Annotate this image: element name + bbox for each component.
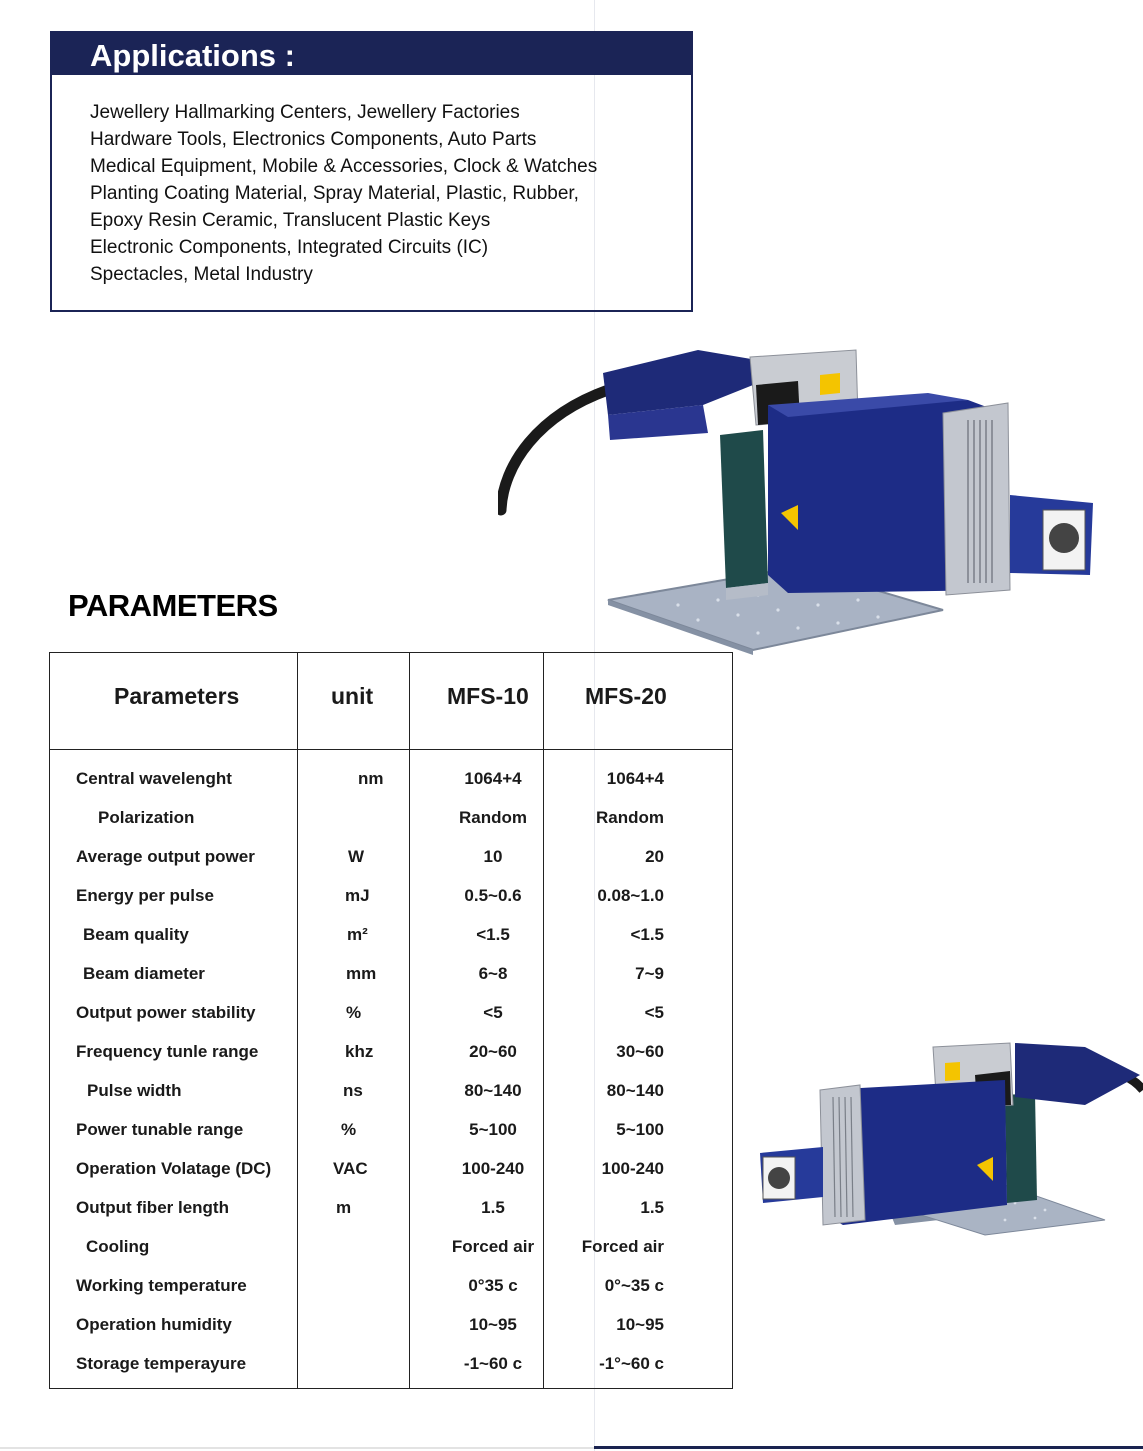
laser-marker-machine-image-alt xyxy=(755,1035,1143,1240)
param-name: Operation humidity xyxy=(76,1315,232,1334)
param-unit: % xyxy=(341,1120,357,1139)
application-line: Jewellery Hallmarking Centers, Jewellery Factories xyxy=(90,102,520,123)
param-mfs20: 20 xyxy=(645,847,664,866)
param-unit: ns xyxy=(343,1081,363,1100)
param-unit: m xyxy=(336,1198,352,1217)
param-mfs10: -1~60 c xyxy=(463,1354,523,1373)
table-row xyxy=(50,1159,732,1198)
param-mfs10: 5~100 xyxy=(469,1120,517,1139)
param-name: Operation Volatage (DC) xyxy=(76,1159,272,1178)
table-row xyxy=(50,1315,732,1354)
parameters-table xyxy=(49,652,733,1389)
param-name: Energy per pulse xyxy=(76,886,214,905)
application-line: Electronic Components, Integrated Circuits (IC) xyxy=(90,237,489,258)
parameters-section-title: PARAMETERS xyxy=(68,588,278,623)
page-bottom-rule xyxy=(0,1447,594,1449)
param-unit: m² xyxy=(347,925,368,944)
param-mfs10: 6~8 xyxy=(478,964,508,983)
param-name: Beam quality xyxy=(83,925,189,944)
param-mfs10: Random xyxy=(459,808,527,827)
table-row xyxy=(50,1120,732,1159)
param-name: Output power stability xyxy=(76,1003,256,1022)
header-divider xyxy=(50,749,732,750)
param-unit: mm xyxy=(346,964,377,983)
header-mfs-10: MFS-10 xyxy=(447,683,529,709)
param-unit: khz xyxy=(345,1042,374,1061)
param-name: Power tunable range xyxy=(76,1120,244,1139)
param-unit: mJ xyxy=(345,886,370,905)
table-row xyxy=(50,1237,732,1276)
param-mfs10: 1064+4 xyxy=(464,769,522,788)
param-name: Polarization xyxy=(98,808,195,827)
table-row xyxy=(50,886,732,925)
param-mfs20: -1°~60 c xyxy=(599,1354,664,1373)
table-row xyxy=(50,1081,732,1120)
param-mfs10: <5 xyxy=(483,1003,503,1022)
table-row xyxy=(50,925,732,964)
param-mfs20: Random xyxy=(596,808,664,827)
param-name: Working temperature xyxy=(76,1276,247,1295)
application-line: Hardware Tools, Electronics Components, Auto Parts xyxy=(90,129,537,150)
param-mfs20: 10~95 xyxy=(616,1315,664,1334)
param-mfs10: 20~60 xyxy=(469,1042,517,1061)
param-mfs20: 1.5 xyxy=(640,1198,664,1217)
param-mfs20: 1064+4 xyxy=(606,769,664,788)
param-name: Storage temperayure xyxy=(76,1354,247,1373)
param-mfs20: 5~100 xyxy=(616,1120,664,1139)
param-mfs20: 80~140 xyxy=(606,1081,664,1100)
laser-marker-machine-image xyxy=(498,345,1098,655)
table-row xyxy=(50,1354,732,1393)
param-mfs10: 10 xyxy=(483,847,503,866)
application-line: Spectacles, Metal Industry xyxy=(90,264,313,285)
table-row xyxy=(50,964,732,1003)
param-mfs10: 10~95 xyxy=(469,1315,517,1334)
table-row xyxy=(50,769,732,808)
param-name: Cooling xyxy=(86,1237,150,1256)
param-mfs20: Forced air xyxy=(581,1237,664,1256)
param-mfs10: 1.5 xyxy=(481,1198,505,1217)
param-mfs20: 100-240 xyxy=(601,1159,664,1178)
applications-list xyxy=(90,99,710,288)
param-name: Central wavelenght xyxy=(76,769,232,788)
param-mfs10: <1.5 xyxy=(476,925,510,944)
table-row xyxy=(50,1198,732,1237)
param-mfs20: 7~9 xyxy=(635,964,664,983)
param-mfs20: 0.08~1.0 xyxy=(597,886,664,905)
application-line: Planting Coating Material, Spray Material, Plastic, Rubber, xyxy=(90,183,579,204)
param-name: Frequency tunle range xyxy=(76,1042,259,1061)
header-mfs-20: MFS-20 xyxy=(585,683,667,709)
param-mfs20: 30~60 xyxy=(616,1042,664,1061)
applications-title: Applications : xyxy=(52,33,691,75)
param-name: Beam diameter xyxy=(83,964,205,983)
param-mfs10: Forced air xyxy=(451,1237,535,1256)
param-mfs20: <1.5 xyxy=(630,925,664,944)
param-unit: % xyxy=(346,1003,362,1022)
table-row xyxy=(50,808,732,847)
applications-box xyxy=(50,31,693,312)
param-mfs20: 0°~35 c xyxy=(604,1276,664,1295)
page-bottom-rule-accent xyxy=(594,1446,1143,1449)
table-row xyxy=(50,1003,732,1042)
param-mfs10: 100-240 xyxy=(461,1159,525,1178)
param-unit: W xyxy=(348,847,365,866)
table-row xyxy=(50,1042,732,1081)
param-name: Pulse width xyxy=(87,1081,182,1100)
param-unit: VAC xyxy=(333,1159,368,1178)
param-mfs10: 0.5~0.6 xyxy=(464,886,522,905)
application-line: Medical Equipment, Mobile & Accessories, Clock & Watches xyxy=(90,156,598,177)
param-mfs10: 80~140 xyxy=(464,1081,522,1100)
param-unit: nm xyxy=(358,769,384,788)
table-row xyxy=(50,847,732,886)
header-parameters: Parameters xyxy=(114,683,240,709)
header-unit: unit xyxy=(331,683,374,709)
param-mfs20: <5 xyxy=(644,1003,664,1022)
table-row xyxy=(50,1276,732,1315)
param-mfs10: 0°35 c xyxy=(468,1276,518,1295)
param-name: Output fiber length xyxy=(76,1198,229,1217)
application-line: Epoxy Resin Ceramic, Translucent Plastic Keys xyxy=(90,210,491,231)
param-name: Average output power xyxy=(76,847,255,866)
